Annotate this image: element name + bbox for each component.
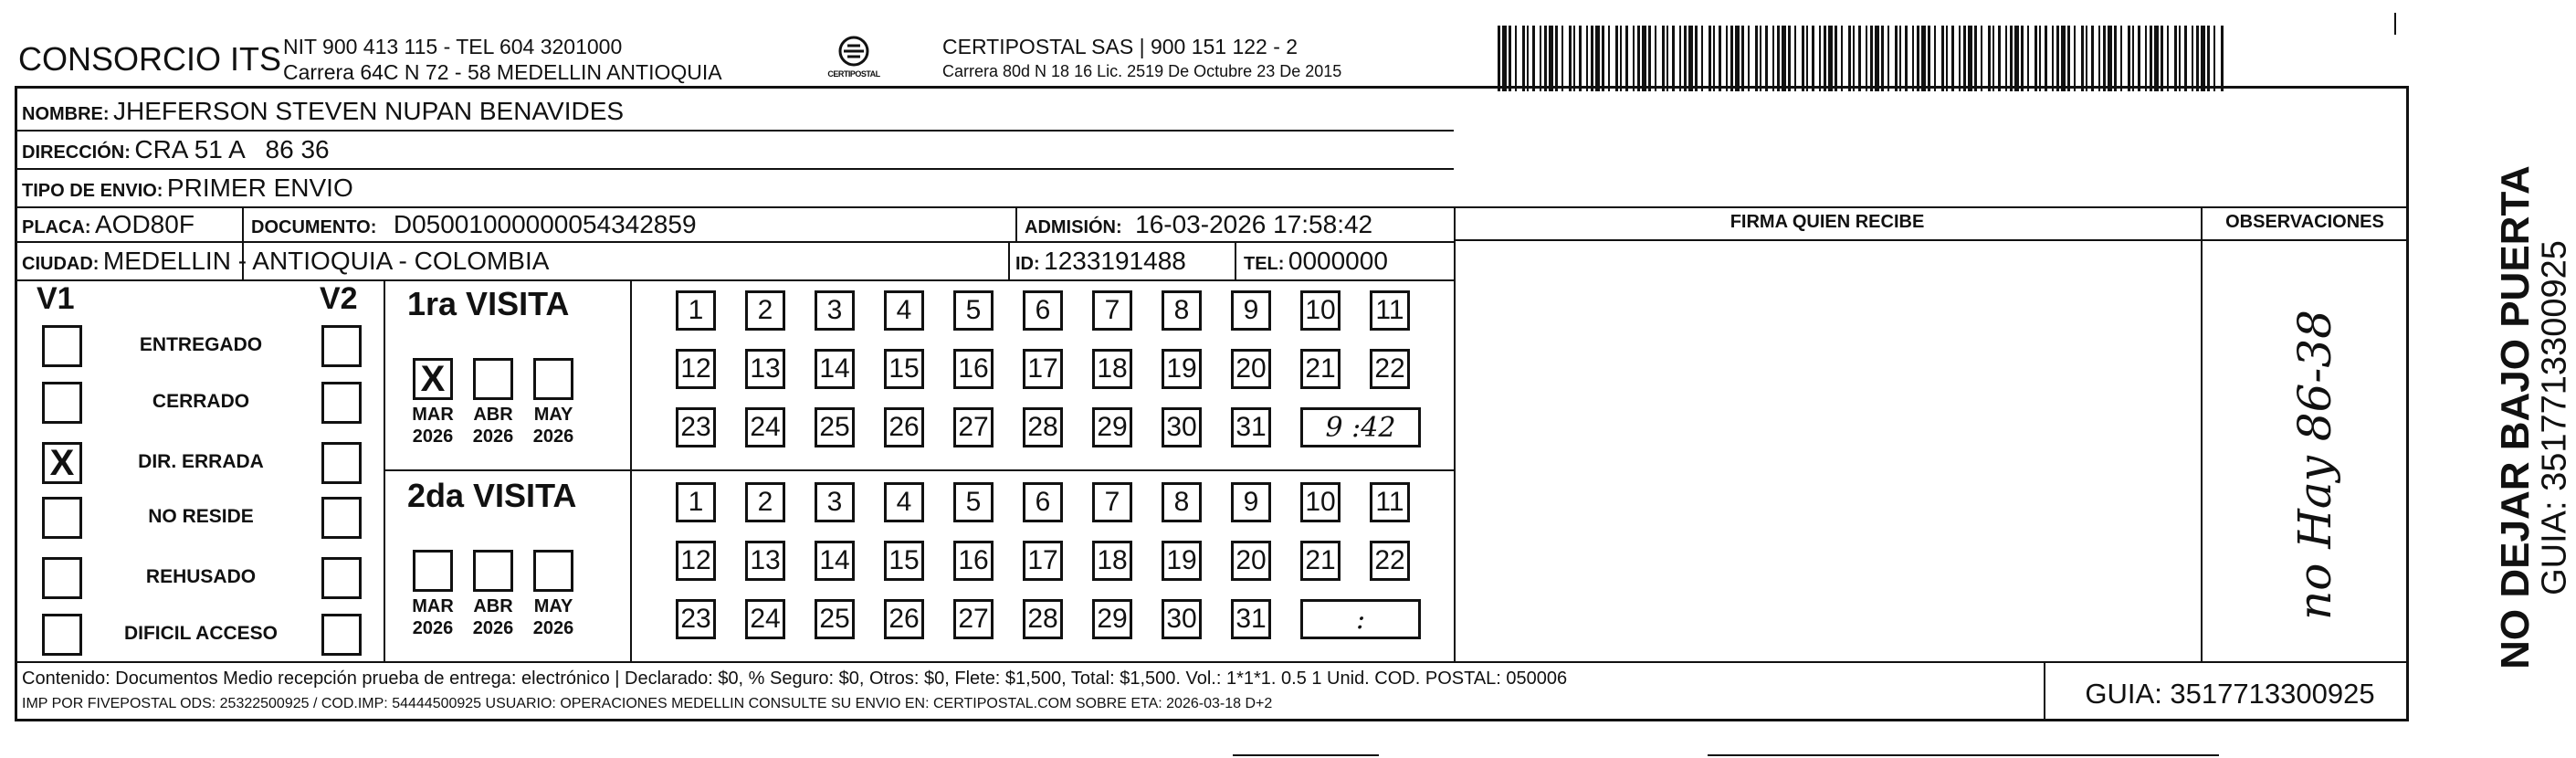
- day-box[interactable]: 11: [1370, 290, 1410, 331]
- barcode-bar: [1620, 26, 1622, 91]
- barcode-bar: [2184, 26, 2187, 91]
- barcode-bar: [1735, 26, 1740, 91]
- firma-label: FIRMA QUIEN RECIBE: [1730, 212, 1925, 232]
- barcode-bar: [1591, 26, 1593, 91]
- id-cell: [1015, 247, 1186, 276]
- barcode-bar: [2154, 26, 2159, 91]
- placa-cell: [22, 210, 195, 239]
- documento-label: DOCUMENTO:: [251, 217, 377, 237]
- day-box[interactable]: 2: [745, 290, 785, 331]
- carrier-address: Carrera 80d N 18 16 Lic. 2519 De Octubre 23 De 2015: [942, 62, 1342, 80]
- barcode-bar: [1912, 26, 1914, 91]
- status-option-label: ENTREGADO: [139, 334, 263, 355]
- barcode-bar: [1748, 26, 1750, 91]
- month-year: 2026: [532, 618, 574, 638]
- barcode-bar: [1981, 26, 1982, 91]
- company-name: CONSORCIO ITS: [18, 40, 282, 78]
- barcode-bar: [2114, 26, 2117, 91]
- v2-checkbox[interactable]: [321, 382, 362, 424]
- barcode-bar: [2213, 26, 2215, 91]
- day-box[interactable]: 12: [676, 349, 716, 389]
- observaciones-handwriting: no Hay 86-38: [2288, 310, 2341, 620]
- footer-guia: GUIA: 3517713300925: [2085, 678, 2375, 710]
- barcode-bar: [2014, 26, 2019, 91]
- barcode-bar: [1782, 26, 1786, 91]
- barcode-bar: [1870, 26, 1873, 91]
- day-box[interactable]: 21: [1300, 541, 1341, 581]
- nombre-value: JHEFERSON STEVEN NUPAN BENAVIDES: [113, 97, 625, 125]
- placa-value: AOD80F: [95, 210, 195, 238]
- barcode-bar: [2061, 26, 2066, 91]
- barcode-bar: [1579, 26, 1582, 91]
- day-box[interactable]: 12: [676, 541, 716, 581]
- barcode-bar: [1875, 26, 1879, 91]
- day-box[interactable]: 24: [745, 407, 785, 447]
- day-box[interactable]: 14: [815, 541, 855, 581]
- barcode-bar: [2045, 26, 2047, 91]
- barcode-bar: [1824, 26, 1826, 91]
- barcode-bar: [1951, 26, 1954, 91]
- day-box[interactable]: 6: [1023, 290, 1063, 331]
- day-box[interactable]: 5: [953, 482, 994, 522]
- barcode-bar: [2103, 26, 2106, 91]
- barcode-bar: [1881, 26, 1884, 91]
- day-box[interactable]: 13: [745, 349, 785, 389]
- month-caption: [526, 404, 581, 447]
- month-label: MAR: [412, 596, 454, 616]
- barcode-bar: [1998, 26, 2001, 91]
- nombre-row: [22, 97, 624, 126]
- admision-cell: [1025, 210, 1372, 239]
- side-guia: GUIA: 3517713300925: [2535, 240, 2574, 595]
- month-year: 2026: [412, 618, 454, 638]
- day-box[interactable]: 30: [1162, 599, 1202, 639]
- barcode-bar: [1561, 26, 1563, 91]
- day-box[interactable]: 19: [1162, 349, 1202, 389]
- day-box[interactable]: 31: [1231, 407, 1271, 447]
- status-option-label: REHUSADO: [145, 566, 257, 587]
- barcode-bar: [1812, 26, 1814, 91]
- barcode-bar: [1992, 26, 1994, 91]
- barcode-bar: [1794, 26, 1796, 91]
- v1-checkbox[interactable]: [42, 497, 82, 539]
- day-box[interactable]: 10: [1300, 482, 1341, 522]
- barcode-bar: [2086, 26, 2087, 91]
- status-option-label: CERRADO: [152, 391, 250, 412]
- barcode-bar: [1527, 26, 1529, 91]
- direccion-value: CRA 51 A 86 36: [134, 135, 330, 163]
- day-box[interactable]: 1: [676, 482, 716, 522]
- barcode-bar: [2192, 26, 2193, 91]
- month-year: 2026: [472, 618, 514, 638]
- day-box[interactable]: 30: [1162, 407, 1202, 447]
- barcode-bar: [1772, 26, 1774, 91]
- barcode-bar: [2081, 26, 2084, 91]
- barcode-bar: [1802, 26, 1804, 91]
- barcode-bar: [1974, 26, 1977, 91]
- day-box[interactable]: 19: [1162, 541, 1202, 581]
- visita1-title: 1ra VISITA: [407, 285, 570, 322]
- barcode-bar: [1586, 26, 1588, 91]
- barcode-bar: [1679, 26, 1681, 91]
- day-box[interactable]: 15: [884, 349, 924, 389]
- barcode-bar: [1806, 26, 1808, 91]
- barcode-bar: [1755, 26, 1758, 91]
- footer-print-info: IMP POR FIVEPOSTAL ODS: 25322500925 / COD.IMP: 54444500925 USUARIO: OPERACIONES MEDELLIN CONSULTE SU ENVIO EN: CERTIPOSTAL.COM SOBRE ETA: 2026-03-18 D+2: [22, 696, 1273, 711]
- logo-text: CERTIPOSTAL: [827, 69, 880, 79]
- day-box[interactable]: 22: [1370, 541, 1410, 581]
- ciudad-label: CIUDAD:: [22, 254, 100, 274]
- day-box[interactable]: 11: [1370, 482, 1410, 522]
- barcode-bar: [2052, 26, 2054, 91]
- barcode-bar: [1760, 26, 1761, 91]
- v2-checkbox[interactable]: [321, 497, 362, 539]
- day-box[interactable]: 8: [1162, 290, 1202, 331]
- visita2-title: 2da VISITA: [407, 477, 577, 514]
- delivery-form: [15, 86, 2409, 721]
- barcode-bar: [2179, 26, 2181, 91]
- barcode-bar: [1648, 26, 1651, 91]
- v2-checkbox[interactable]: [321, 557, 362, 599]
- day-box[interactable]: 17: [1023, 349, 1063, 389]
- day-box[interactable]: 29: [1092, 407, 1132, 447]
- barcode-bar: [1921, 26, 1926, 91]
- bottom-mark: [1233, 754, 1379, 756]
- day-box[interactable]: 23: [676, 599, 716, 639]
- barcode-bar: [2207, 26, 2210, 91]
- barcode-bar: [1835, 26, 1837, 91]
- day-box[interactable]: 20: [1231, 541, 1271, 581]
- day-box[interactable]: 13: [745, 541, 785, 581]
- month-caption: [466, 404, 520, 447]
- barcode-bar: [1968, 26, 1972, 91]
- barcode-bar: [1540, 26, 1541, 91]
- v2-checkbox[interactable]: [321, 442, 362, 484]
- barcode-bar: [1602, 26, 1604, 91]
- v1-checkbox[interactable]: [42, 614, 82, 656]
- observaciones-label: OBSERVACIONES: [2225, 212, 2384, 232]
- tipo-row: [22, 174, 353, 203]
- day-box[interactable]: 5: [953, 290, 994, 331]
- barcode-bar: [2120, 26, 2122, 91]
- day-box[interactable]: 18: [1092, 541, 1132, 581]
- barcode-bar: [1615, 26, 1618, 91]
- day-box[interactable]: 17: [1023, 541, 1063, 581]
- month-caption: [466, 595, 520, 639]
- barcode-bar: [2091, 26, 2094, 91]
- day-box[interactable]: 18: [1092, 349, 1132, 389]
- day-box[interactable]: 16: [953, 541, 994, 581]
- barcode-bar: [1701, 26, 1703, 91]
- barcode-bar: [1788, 26, 1791, 91]
- barcode-bar: [1642, 26, 1646, 91]
- day-box[interactable]: 3: [815, 482, 855, 522]
- month-caption: [405, 404, 460, 447]
- id-label: ID:: [1015, 254, 1040, 274]
- barcode-bar: [2201, 26, 2205, 91]
- month-checkbox[interactable]: [533, 550, 573, 592]
- barcode-bar: [2196, 26, 2199, 91]
- month-checkbox[interactable]: [473, 550, 513, 592]
- barcode-bar: [1684, 26, 1687, 91]
- barcode-bar: [2005, 26, 2007, 91]
- barcode-bar: [1569, 26, 1572, 91]
- barcode-bar: [1595, 26, 1600, 91]
- barcode-bar: [1741, 26, 1744, 91]
- day-box[interactable]: 28: [1023, 599, 1063, 639]
- v1-checkbox[interactable]: [42, 382, 82, 424]
- day-box[interactable]: 9: [1231, 290, 1271, 331]
- barcode-bar: [1866, 26, 1867, 91]
- month-checkbox[interactable]: [533, 358, 573, 400]
- barcode-bar: [1633, 26, 1635, 91]
- day-box[interactable]: 23: [676, 407, 716, 447]
- barcode-bar: [1895, 26, 1898, 91]
- barcode-bar: [1905, 26, 1908, 91]
- status-option-label: DIFICIL ACCESO: [123, 623, 278, 644]
- barcode-bar: [1828, 26, 1833, 91]
- v1-checkbox[interactable]: [42, 325, 82, 367]
- barcode-bar: [2128, 26, 2130, 91]
- barcode-bar: [1695, 26, 1698, 91]
- barcode-bar: [1730, 26, 1733, 91]
- barcode-bar: [1713, 26, 1715, 91]
- barcode-bar: [1515, 26, 1517, 91]
- v2-checkbox[interactable]: [321, 325, 362, 367]
- barcode-bar: [2035, 26, 2037, 91]
- day-box[interactable]: 22: [1370, 349, 1410, 389]
- day-box[interactable]: 16: [953, 349, 994, 389]
- barcode-bar: [2027, 26, 2029, 91]
- barcode-bar: [1555, 26, 1558, 91]
- month-caption: [405, 595, 460, 639]
- month-label: ABR: [473, 596, 513, 616]
- barcode-bar: [1899, 26, 1901, 91]
- v1-checkbox[interactable]: X: [42, 442, 82, 484]
- month-label: MAY: [533, 596, 573, 616]
- month-checkbox[interactable]: [473, 358, 513, 400]
- month-label: ABR: [473, 405, 513, 425]
- day-box[interactable]: 26: [884, 407, 924, 447]
- barcode: [1498, 26, 2228, 91]
- barcode-bar: [2010, 26, 2013, 91]
- month-year: 2026: [412, 426, 454, 447]
- barcode-bar: [1819, 26, 1821, 91]
- v1-checkbox[interactable]: [42, 557, 82, 599]
- barcode-bar: [2145, 26, 2147, 91]
- day-box[interactable]: 8: [1162, 482, 1202, 522]
- barcode-bar: [1726, 26, 1728, 91]
- carrier-name: CERTIPOSTAL SAS | 900 151 122 - 2: [942, 35, 1299, 58]
- barcode-bar: [1765, 26, 1768, 91]
- direccion-label: DIRECCIÓN:: [22, 142, 131, 163]
- barcode-bar: [2098, 26, 2100, 91]
- day-box[interactable]: 1: [676, 290, 716, 331]
- barcode-bar: [1934, 26, 1936, 91]
- barcode-bar: [1941, 26, 1944, 91]
- barcode-bar: [1841, 26, 1843, 91]
- barcode-bar: [2167, 26, 2169, 91]
- tel-label: TEL:: [1244, 254, 1285, 274]
- day-box[interactable]: 24: [745, 599, 785, 639]
- day-box[interactable]: 25: [815, 407, 855, 447]
- barcode-bar: [2074, 26, 2076, 91]
- time-box[interactable]: :: [1300, 599, 1421, 639]
- day-box[interactable]: 4: [884, 482, 924, 522]
- day-box[interactable]: 15: [884, 541, 924, 581]
- month-year: 2026: [532, 426, 574, 447]
- month-year: 2026: [472, 426, 514, 447]
- day-box[interactable]: 29: [1092, 599, 1132, 639]
- barcode-bar: [1532, 26, 1535, 91]
- barcode-bar: [1777, 26, 1780, 91]
- barcode-bar: [1667, 26, 1668, 91]
- day-box[interactable]: 25: [815, 599, 855, 639]
- barcode-bar: [1946, 26, 1948, 91]
- barcode-bar: [1522, 26, 1525, 91]
- placa-label: PLACA:: [22, 217, 91, 237]
- direccion-row: [22, 135, 330, 164]
- barcode-bar: [2150, 26, 2152, 91]
- barcode-bar: [1544, 26, 1547, 91]
- tel-value: 0000000: [1288, 247, 1388, 275]
- documento-value: D05001000000054342859: [393, 210, 697, 238]
- barcode-bar: [1963, 26, 1966, 91]
- barcode-bar: [2132, 26, 2134, 91]
- month-checkbox[interactable]: X: [413, 358, 453, 400]
- barcode-bar: [1858, 26, 1861, 91]
- v2-label: V2: [320, 281, 358, 316]
- time-box[interactable]: 9 :42: [1300, 407, 1421, 447]
- barcode-bar: [1502, 26, 1507, 91]
- barcode-bar: [1709, 26, 1711, 91]
- barcode-bar: [1719, 26, 1721, 91]
- barcode-bar: [2221, 26, 2224, 91]
- barcode-bar: [2039, 26, 2041, 91]
- barcode-bar: [2174, 26, 2177, 91]
- id-value: 1233191488: [1044, 247, 1186, 275]
- day-box[interactable]: 20: [1231, 349, 1271, 389]
- day-box[interactable]: 7: [1092, 482, 1132, 522]
- barcode-bar: [1637, 26, 1640, 91]
- day-box[interactable]: 3: [815, 290, 855, 331]
- day-box[interactable]: 9: [1231, 482, 1271, 522]
- nombre-label: NOMBRE:: [22, 104, 110, 124]
- month-checkbox[interactable]: [413, 550, 453, 592]
- barcode-bar: [1655, 26, 1656, 91]
- day-box[interactable]: 26: [884, 599, 924, 639]
- month-label: MAY: [533, 405, 573, 425]
- barcode-bar: [1959, 26, 1961, 91]
- day-box[interactable]: 10: [1300, 290, 1341, 331]
- barcode-bar: [1928, 26, 1930, 91]
- admision-label: ADMISIÓN:: [1025, 217, 1122, 237]
- tipo-label: TIPO DE ENVIO:: [22, 181, 163, 201]
- day-box[interactable]: 2: [745, 482, 785, 522]
- barcode-bar: [1988, 26, 1991, 91]
- company-address: Carrera 64C N 72 - 58 MEDELLIN ANTIOQUIA: [283, 60, 722, 84]
- bottom-mark: [1708, 754, 2219, 756]
- v1-label: V1: [37, 281, 75, 316]
- day-box[interactable]: 31: [1231, 599, 1271, 639]
- barcode-bar: [1573, 26, 1575, 91]
- tel-cell: [1244, 247, 1388, 276]
- barcode-bar: [2067, 26, 2070, 91]
- barcode-bar: [1625, 26, 1628, 91]
- month-caption: [526, 595, 581, 639]
- day-box[interactable]: 7: [1092, 290, 1132, 331]
- barcode-bar: [1672, 26, 1675, 91]
- barcode-bar: [1688, 26, 1693, 91]
- barcode-bar: [2021, 26, 2024, 91]
- month-label: MAR: [412, 405, 454, 425]
- barcode-bar: [1917, 26, 1919, 91]
- barcode-bar: [1887, 26, 1889, 91]
- footer-content: Contenido: Documentos Medio recepción prueba de entrega: electrónico | Declarado: $0, % Seguro: $0, Otros: $0, Flete: $1,500, Total: $1,500. Vol.: 1*1*1. 0.5 1 Unid. COD. POSTAL: 050006: [22, 669, 1568, 689]
- barcode-bar: [2056, 26, 2059, 91]
- tipo-value: PRIMER ENVIO: [166, 174, 353, 202]
- barcode-bar: [1848, 26, 1851, 91]
- day-box[interactable]: 21: [1300, 349, 1341, 389]
- status-option-label: DIR. ERRADA: [138, 451, 264, 472]
- day-box[interactable]: 28: [1023, 407, 1063, 447]
- barcode-bar: [2138, 26, 2140, 91]
- barcode-bar: [1608, 26, 1610, 91]
- barcode-bar: [1509, 26, 1511, 91]
- barcode-bar: [2161, 26, 2163, 91]
- barcode-bar: [1662, 26, 1665, 91]
- company-nit: NIT 900 413 115 - TEL 604 3201000: [283, 35, 623, 58]
- day-box[interactable]: 27: [953, 599, 994, 639]
- certipostal-logo: [822, 33, 886, 84]
- barcode-bar: [2108, 26, 2112, 91]
- v2-checkbox[interactable]: [321, 614, 362, 656]
- day-box[interactable]: 6: [1023, 482, 1063, 522]
- day-box[interactable]: 14: [815, 349, 855, 389]
- admision-value: 16-03-2026 17:58:42: [1135, 210, 1373, 238]
- ciudad-cell: [22, 247, 549, 276]
- barcode-bar: [1549, 26, 1553, 91]
- day-box[interactable]: 4: [884, 290, 924, 331]
- barcode-bar: [1853, 26, 1855, 91]
- day-box[interactable]: 27: [953, 407, 994, 447]
- ciudad-value: MEDELLIN - ANTIOQUIA - COLOMBIA: [102, 247, 550, 275]
- barcode-bar: [1498, 26, 1500, 91]
- documento-cell: [251, 210, 697, 239]
- status-option-label: NO RESIDE: [148, 506, 254, 527]
- side-instruction: NO DEJAR BAJO PUERTA: [2493, 165, 2538, 669]
- corner-mark: [2394, 13, 2396, 35]
